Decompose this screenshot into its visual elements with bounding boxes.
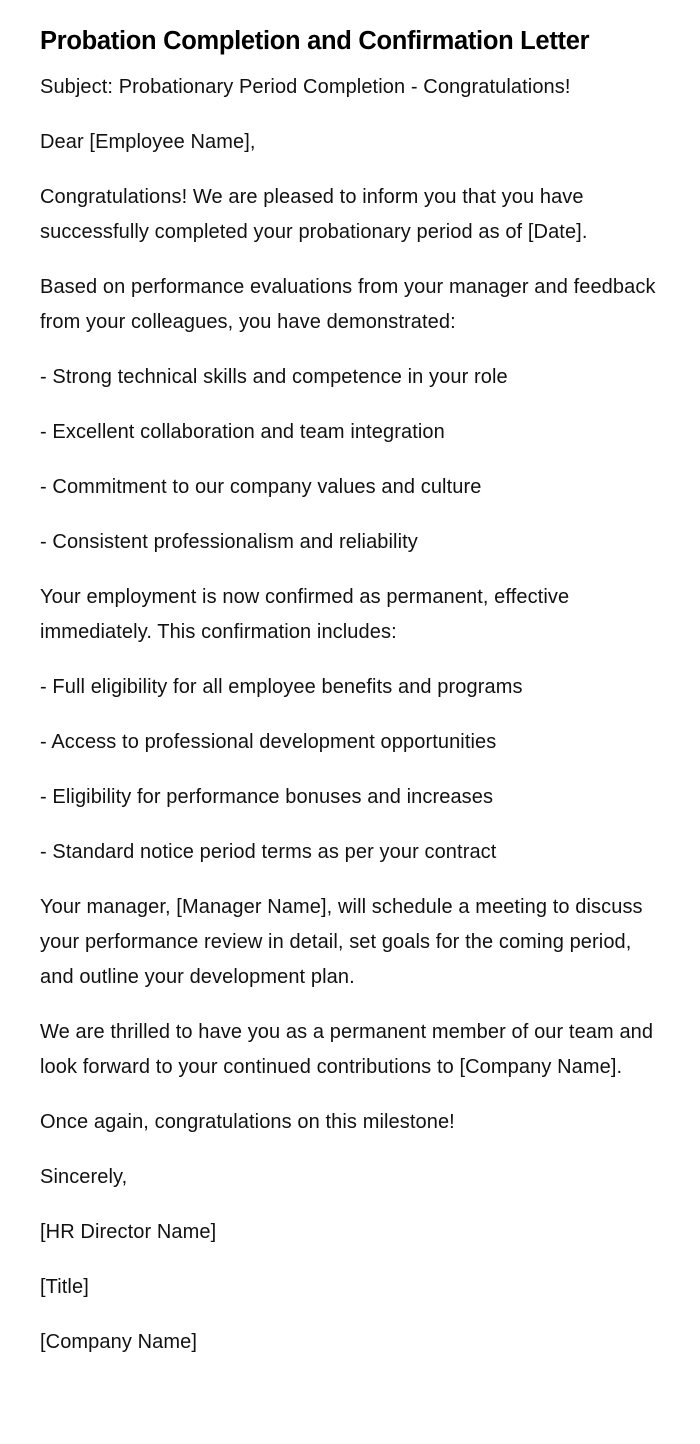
manager-meeting-paragraph: Your manager, [Manager Name], will schedule a meeting to discuss your performance review in detail, set goals for the coming period, and outline your development plan. [40,896,649,988]
strength-item: - Consistent professionalism and reliability [40,531,418,553]
signatory-company: [Company Name] [40,1331,198,1353]
confirmation-paragraph: Your employment is now confirmed as permanent, effective immediately. This confirmation includes: [40,586,575,643]
strength-item: - Commitment to our company values and culture [40,476,482,498]
benefit-item: - Access to professional development opportunities [40,731,497,753]
benefit-item: - Eligibility for performance bonuses and increases [40,786,494,808]
salutation: Dear [Employee Name], [40,131,256,153]
signatory-name: [HR Director Name] [40,1221,217,1243]
strength-item: - Strong technical skills and competence in your role [40,366,508,388]
strength-item: - Excellent collaboration and team integration [40,421,445,443]
evaluation-paragraph: Based on performance evaluations from your manager and feedback from your colleagues, you have demonstrated: [40,276,662,333]
benefit-item: - Standard notice period terms as per your contract [40,841,497,863]
subject-line: Subject: Probationary Period Completion - Congratulations! [40,76,571,98]
benefit-item: - Full eligibility for all employee benefits and programs [40,676,523,698]
closing-line: Once again, congratulations on this milestone! [40,1111,455,1133]
letter-title: Probation Completion and Confirmation Letter [40,27,590,55]
intro-paragraph: Congratulations! We are pleased to inform you that you have successfully completed your probationary period as of [Date]. [40,186,590,243]
sign-off: Sincerely, [40,1166,128,1188]
welcome-paragraph: We are thrilled to have you as a permanent member of our team and look forward to your continued contributions to [Company Name]. [40,1021,659,1078]
signatory-title: [Title] [40,1276,89,1298]
